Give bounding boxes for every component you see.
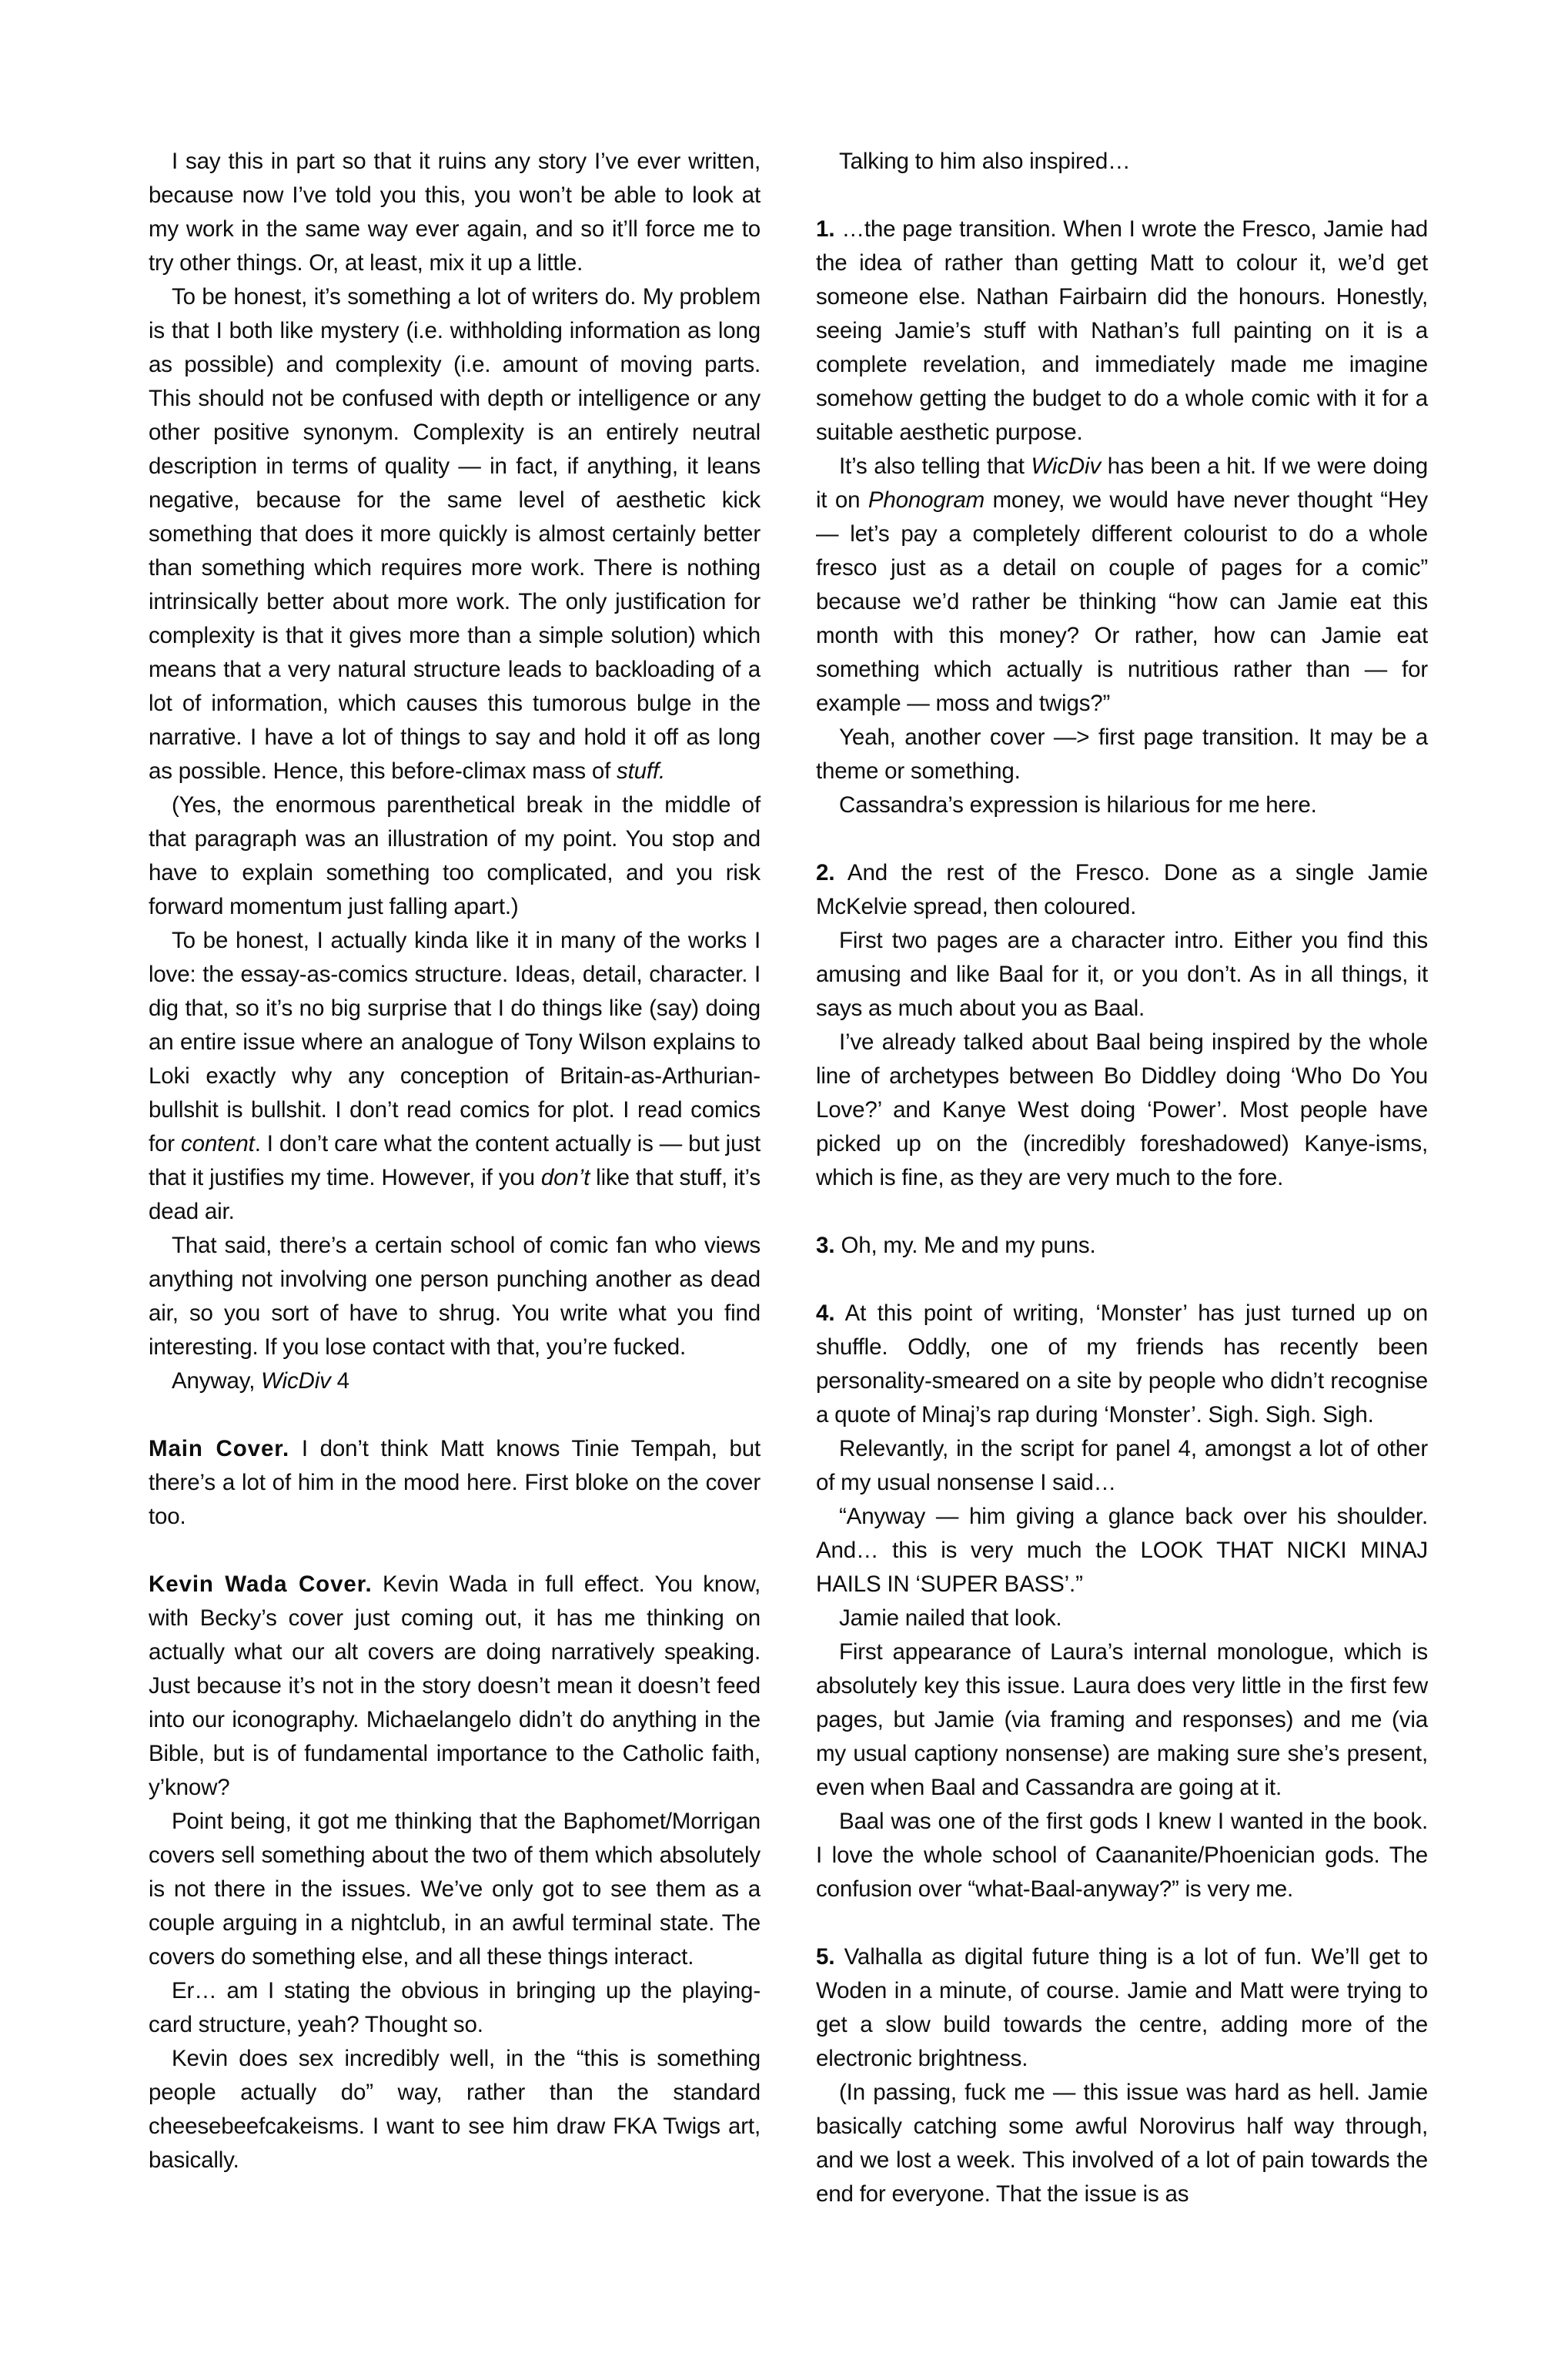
section-heading-label: Kevin Wada Cover.: [149, 1571, 373, 1597]
paragraph: [816, 450, 1428, 721]
paragraph-text: money, we would have never thought “Hey — let’s pay a completely different colourist to do a whole fresco just as a detail on couple of pages for a comic” because we’d rather be thinking “how can Jamie eat this month with this money? Or rather, how can Jamie eat something which actually is nutritious rather than — for example — moss and twigs?”: [816, 487, 1428, 716]
numbered-note-2: [816, 856, 1428, 924]
paragraph-text: . I don’t care what the content actually is — but just that it justifies my time. However, if you: [149, 1131, 761, 1190]
series-title: WicDiv: [1031, 454, 1102, 479]
note-number: 5.: [816, 1944, 835, 1970]
section-main-cover: [149, 1432, 761, 1534]
paragraph-text: It’s also telling that: [839, 454, 1031, 479]
section-heading-label: Main Cover.: [149, 1436, 290, 1461]
numbered-note-4: [816, 1297, 1428, 1432]
note-number: 4.: [816, 1300, 835, 1326]
paragraph: Yeah, another cover —> first page transition. It may be a theme or something.: [816, 725, 1428, 784]
paragraph: Er… am I stating the obvious in bringing up the playing-card structure, yeah? Thought so.: [149, 1978, 761, 2037]
paragraph: First appearance of Laura’s internal monologue, which is absolutely key this issue. Laura does very little in the first few pages, but Jamie (via framing and responses) and me (via my usual captiony nonsense) are making sure she’s present, even when Baal and Cassandra are going at it.: [816, 1639, 1428, 1800]
left-text-column: [149, 145, 761, 2293]
paragraph-text: Valhalla as digital future thing is a lot of fun. We’ll get to Woden in a minute, of course. Jamie and Matt were trying to get a slow build towards the centre, adding more of the electronic brightness.: [816, 1944, 1428, 2071]
paragraph: I’ve already talked about Baal being inspired by the whole line of archetypes between Bo Diddley doing ‘Who Do You Love?’ and Kanye West doing ‘Power’. Most people have picked up on the (incredibly foreshadowed) Kanye-isms, which is fine, as they are very much to the fore.: [816, 1029, 1428, 1190]
issue-number: 4: [330, 1368, 349, 1394]
note-number: 2.: [816, 860, 835, 885]
emphasis-text: stuff.: [617, 758, 666, 784]
numbered-note-5: [816, 1940, 1428, 2076]
section-kevin-wada-cover: [149, 1568, 761, 1805]
paragraph-text: Kevin Wada in full effect. You know, with Becky’s cover just coming out, it has me thinking on actually what our alt covers are doing narratively speaking. Just because it’s not in the story doesn’t mean it doesn’t feed into our iconography. Michaelangelo didn’t do anything in the Bible, but is of fundamental importance to the Catholic faith, y’know?: [149, 1571, 761, 1800]
note-number: 1.: [816, 216, 835, 242]
paragraph-text: And the rest of the Fresco. Done as a single Jamie McKelvie spread, then coloured.: [816, 860, 1428, 919]
series-title: Phonogram: [868, 487, 985, 513]
paragraph: I say this in part so that it ruins any story I’ve ever written, because now I’ve told you this, you won’t be able to look at my work in the same way ever again, and so it’ll force me to try other things. Or, at least, mix it up a little.: [149, 149, 761, 276]
paragraph: Baal was one of the first gods I knew I wanted in the book. I love the whole school of Caananite/Phoenician gods. The confusion over “what-Baal-anyway?” is very me.: [816, 1809, 1428, 1902]
paragraph: First two pages are a character intro. Either you find this amusing and like Baal for it, or you don’t. As in all things, it says as much about you as Baal.: [816, 928, 1428, 1021]
paragraph: Talking to him also inspired…: [839, 149, 1131, 174]
paragraph-text: like that stuff, it’s dead air.: [149, 1165, 761, 1224]
paragraph: [149, 280, 761, 788]
paragraph: [149, 1364, 761, 1398]
paragraph: (Yes, the enormous parenthetical break in the middle of that paragraph was an illustration of my point. You stop and have to explain something too complicated, and you risk forward momentum just falling apart.): [149, 792, 761, 919]
paragraph: [149, 924, 761, 1229]
paragraph-text: …the page transition. When I wrote the Fresco, Jamie had the idea of rather than getting Matt to colour it, we’d get someone else. Nathan Fairbairn did the honours. Honestly, seeing Jamie’s stuff with Nathan’s full painting on it is a complete revelation, and immediately made me imagine somehow getting the budget to do a whole comic with it for a suitable aesthetic purpose.: [816, 216, 1428, 445]
right-text-column: [816, 145, 1428, 2293]
paragraph-text: To be honest, I actually kinda like it in many of the works I love: the essay-as-comics structure. Ideas, detail, character. I dig that, so it’s no big surprise that I do things like (say) doing an entire issue where an analogue of Tony Wilson explains to Loki exactly why any conception of Britain-as-Arthurian-bullshit is bullshit. I don’t read comics for plot. I read comics for: [149, 928, 761, 1156]
paragraph-text: Oh, my. Me and my puns.: [834, 1233, 1096, 1258]
emphasis-text: content: [181, 1131, 255, 1156]
paragraph: Relevantly, in the script for panel 4, amongst a lot of other of my usual nonsense I said…: [816, 1436, 1428, 1495]
paragraph: Kevin does sex incredibly well, in the “this is something people actually do” way, rather than the standard cheesebeefcakeisms. I want to see him draw FKA Twigs art, basically.: [149, 2046, 761, 2173]
numbered-note-3: [816, 1229, 1428, 1263]
paragraph-text: To be honest, it’s something a lot of writers do. My problem is that I both like mystery (i.e. withholding information as long as possible) and complexity (i.e. amount of moving parts. This should not be confused with depth or intelligence or any other positive synonym. Complexity is an entirely neutral description in terms of quality — in fact, if anything, it leans negative, because for the same level of aesthetic kick something that does it more quickly is almost certainly better than something which requires more work. There is nothing intrinsically better about more work. The only justification for complexity is that it gives more than a simple solution) which means that a very natural structure leads to backloading of a lot of information, which causes this tumorous bulge in the narrative. I have a lot of things to say and hold it off as long as possible. Hence, this before-climax mass of: [149, 284, 761, 784]
paragraph: (In passing, fuck me — this issue was hard as hell. Jamie basically catching some awful Norovirus half way through, and we lost a week. This involved of a lot of pain towards the end for everyone. That the issue is as: [816, 2080, 1428, 2207]
paragraph-text: I don’t think Matt knows Tinie Tempah, but there’s a lot of him in the mood here. First bloke on the cover too.: [149, 1436, 761, 1529]
paragraph: Cassandra’s expression is hilarious for me here.: [839, 792, 1317, 818]
paragraph: “Anyway — him giving a glance back over his shoulder. And… this is very much the LOOK THAT NICKI MINAJ HAILS IN ‘SUPER BASS’.”: [816, 1504, 1428, 1597]
paragraph-text: has been a hit. If we were doing it on: [816, 454, 1428, 513]
emphasis-text: don’t: [540, 1165, 590, 1190]
series-title: WicDiv: [261, 1368, 331, 1394]
paragraph: Jamie nailed that look.: [839, 1605, 1062, 1631]
numbered-note-1: [816, 213, 1428, 450]
paragraph: That said, there’s a certain school of comic fan who views anything not involving one person punching another as dead air, so you sort of have to shrug. You write what you find interesting. If you lose contact with that, you’re fucked.: [149, 1233, 761, 1360]
two-column-body: [149, 145, 1428, 2293]
paragraph-text: At this point of writing, ‘Monster’ has just turned up on shuffle. Oddly, one of my friends has recently been personality-smeared on a site by people who didn’t recognise a quote of Minaj’s rap during ‘Monster’. Sigh. Sigh. Sigh.: [816, 1300, 1428, 1428]
note-number: 3.: [816, 1233, 835, 1258]
paragraph-text: Anyway,: [172, 1368, 262, 1394]
paragraph: Point being, it got me thinking that the Baphomet/Morrigan covers sell something about the two of them which absolutely is not there in the issues. We’ve only got to see them as a couple arguing in a nightclub, in an awful terminal state. The covers do something else, and all these things interact.: [149, 1809, 761, 1970]
